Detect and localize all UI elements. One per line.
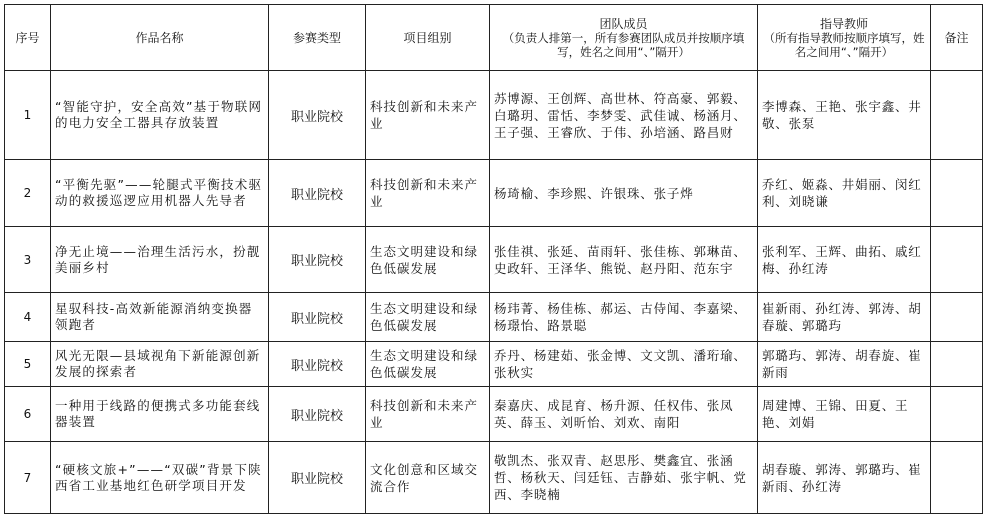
row-group: 科技创新和未来产业 — [366, 160, 490, 227]
header-notes: 备注 — [931, 5, 983, 71]
row-work-name: 星驭科技-高效新能源消纳变换器领跑者 — [51, 293, 269, 342]
row-work-name: “硬核文旅+”——“双碳”背景下陕西省工业基地红色研学项目开发 — [51, 442, 269, 514]
table-row — [5, 342, 983, 387]
row-group: 科技创新和未来产业 — [366, 71, 490, 160]
row-group: 生态文明建设和绿色低碳发展 — [366, 342, 490, 387]
row-notes — [931, 442, 983, 514]
row-index: 5 — [5, 342, 51, 387]
row-group: 科技创新和未来产业 — [366, 387, 490, 442]
row-work-name: 一种用于线路的便携式多功能套线器装置 — [51, 387, 269, 442]
header-members — [490, 5, 758, 71]
row-members: 乔丹、杨建茹、张金博、文文凯、潘珩瑜、张秋实 — [490, 342, 758, 387]
header-group: 项目组别 — [366, 5, 490, 71]
row-index: 1 — [5, 71, 51, 160]
header-members-note: （负责人排第一，所有参赛团队成员并按顺序填写，姓名之间用“、”隔开） — [502, 30, 745, 59]
table-row — [5, 71, 983, 160]
table-row — [5, 293, 983, 342]
row-category: 职业院校 — [269, 387, 366, 442]
row-members: 苏博源、王创辉、高世林、符高豪、郭毅、白璐玥、雷恬、李梦雯、武佳诚、杨涵月、王子强、王睿欣、于伟、孙培涵、路昌财 — [490, 71, 758, 160]
row-work-name: “平衡先驱”——轮腿式平衡技术驱动的救援巡逻应用机器人先导者 — [51, 160, 269, 227]
row-index: 2 — [5, 160, 51, 227]
row-index: 3 — [5, 227, 51, 293]
row-work-name: 风光无限—县域视角下新能源创新发展的探索者 — [51, 342, 269, 387]
row-notes — [931, 71, 983, 160]
row-category: 职业院校 — [269, 160, 366, 227]
row-teachers: 乔红、姬淼、井娟丽、闵红利、刘晓谦 — [758, 160, 931, 227]
row-teachers: 胡春璇、郭涛、郭璐玙、崔新雨、孙红涛 — [758, 442, 931, 514]
row-category: 职业院校 — [269, 293, 366, 342]
roster-sheet — [4, 4, 982, 513]
row-notes — [931, 342, 983, 387]
row-teachers: 李博森、王艳、张宇鑫、井敬、张泵 — [758, 71, 931, 160]
header-category: 参赛类型 — [269, 5, 366, 71]
table-row — [5, 387, 983, 442]
header-members-title: 团队成员 — [599, 16, 648, 31]
row-category: 职业院校 — [269, 71, 366, 160]
row-category: 职业院校 — [269, 227, 366, 293]
row-teachers: 张利军、王辉、曲拓、戚红梅、孙红涛 — [758, 227, 931, 293]
table-row — [5, 227, 983, 293]
row-work-name: 净无止境——治理生活污水，扮靓美丽乡村 — [51, 227, 269, 293]
row-members: 杨玮菁、杨佳栋、郝运、古侍闻、李嘉梁、杨璟怡、路景聪 — [490, 293, 758, 342]
row-group: 生态文明建设和绿色低碳发展 — [366, 293, 490, 342]
row-teachers: 郭璐玙、郭涛、胡春旋、崔新雨 — [758, 342, 931, 387]
row-group: 文化创意和区域交流合作 — [366, 442, 490, 514]
table-row — [5, 442, 983, 514]
row-members: 敬凯杰、张双青、赵思彤、樊鑫宜、张涵哲、杨秋天、闫廷钰、吉静茹、张宇帆、党西、李晓楠 — [490, 442, 758, 514]
row-group: 生态文明建设和绿色低碳发展 — [366, 227, 490, 293]
row-members: 杨琦榆、李珍熙、许银珠、张子烨 — [490, 160, 758, 227]
header-row — [5, 5, 983, 71]
row-teachers: 周建博、王锦、田夏、王艳、刘娟 — [758, 387, 931, 442]
row-work-name: “智能守护，安全高效”基于物联网的电力安全工器具存放装置 — [51, 71, 269, 160]
row-teachers: 崔新雨、孙红涛、郭涛、胡春璇、郭璐玙 — [758, 293, 931, 342]
header-index: 序号 — [5, 5, 51, 71]
header-work-name: 作品名称 — [51, 5, 269, 71]
header-teachers-title: 指导教师 — [819, 16, 868, 31]
roster-table — [4, 4, 983, 514]
table-row — [5, 160, 983, 227]
row-index: 6 — [5, 387, 51, 442]
row-members: 秦嘉庆、成昆育、杨升源、任权伟、张凤英、薛玉、刘昕怡、刘欢、南阳 — [490, 387, 758, 442]
row-members: 张佳祺、张延、苗雨轩、张佳栋、郭琳苗、史政轩、王泽华、熊锐、赵丹阳、范东宇 — [490, 227, 758, 293]
row-notes — [931, 160, 983, 227]
row-notes — [931, 227, 983, 293]
row-category: 职业院校 — [269, 342, 366, 387]
row-category: 职业院校 — [269, 442, 366, 514]
row-index: 4 — [5, 293, 51, 342]
header-teachers-note: （所有指导教师按顺序填写，姓名之间用“、”隔开） — [763, 30, 925, 59]
row-index: 7 — [5, 442, 51, 514]
row-notes — [931, 293, 983, 342]
row-notes — [931, 387, 983, 442]
header-teachers — [758, 5, 931, 71]
